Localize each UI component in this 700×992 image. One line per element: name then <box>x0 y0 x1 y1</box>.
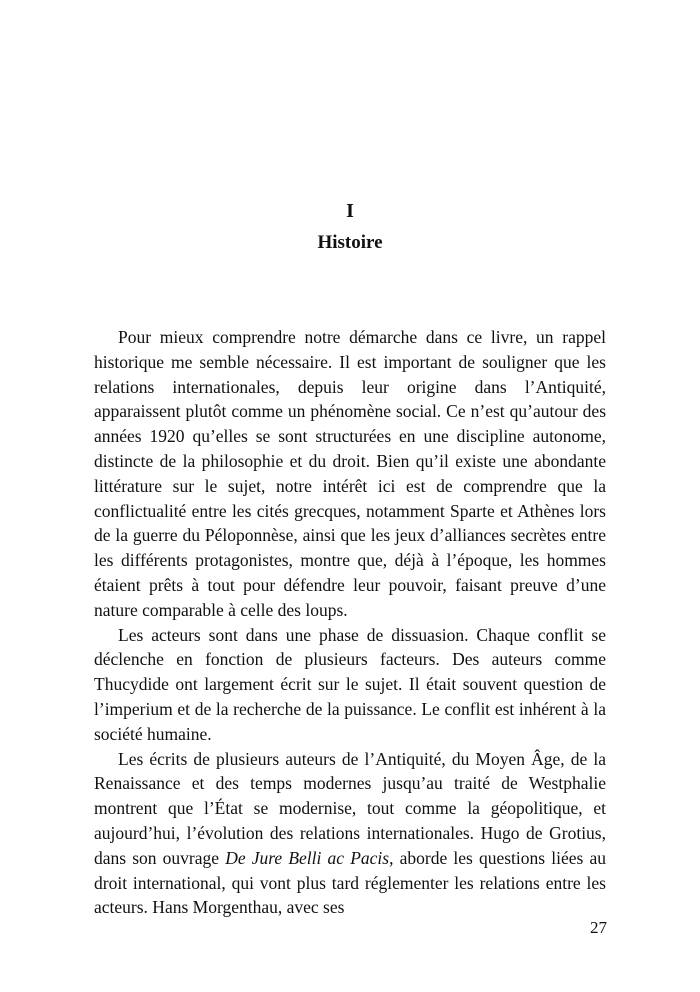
paragraph-text-before: Les écrits de plusieurs auteurs de l’Antiquité, du Moyen Âge, de la Renaissance et des temps modernes jusqu’au traité de Westphalie montrent que l’État se modernise, tout comme la géopolitique, et aujourd’hui, l’évolution des relations internationales. Hugo de Grotius, dans son ouvrage <box>94 748 606 868</box>
chapter-number: I <box>346 200 354 222</box>
paragraph-text-after: , aborde les questions liées au droit international, qui vont plus tard réglementer les relations entre les acteurs. Hans Morgenthau, avec ses <box>94 847 606 918</box>
paragraph: Les acteurs sont dans une phase de dissuasion. Chaque conflit se déclenche en fonction de plusieurs facteurs. Des auteurs comme Thucydide ont largement écrit sur le sujet. Il était souvent question de l’imperium et de la recherche de la puissance. Le conflit est inhérent à la société humaine. <box>94 624 606 744</box>
paragraph <box>94 747 606 921</box>
page-number: 27 <box>590 918 607 937</box>
body-text <box>94 325 606 920</box>
paragraph: Pour mieux comprendre notre démarche dans ce livre, un rappel historique me semble nécessaire. Il est important de souligner que les relations internationales, depuis leur origine dans l’Antiquité, apparaissent plutôt comme un phénomène social. Ce n’est qu’autour des années 1920 qu’elles se sont structurées en une discipline autonome, distincte de la philosophie et du droit. Bien qu’il existe une abondante littérature sur le sujet, notre intérêt ici est de comprendre que la conflictualité entre les cités grecques, notamment Sparte et Athènes lors de la guerre du Péloponnèse, ainsi que les jeux d’alliances secrètes entre les différents protagonistes, montre que, déjà à l’époque, les hommes étaient prêts à tout pour défendre leur pouvoir, faisant preuve d’une nature comparable à celle des loups. <box>94 327 606 620</box>
chapter-title: Histoire <box>317 232 383 253</box>
book-title-italic: De Jure Belli ac Pacis <box>225 847 390 868</box>
